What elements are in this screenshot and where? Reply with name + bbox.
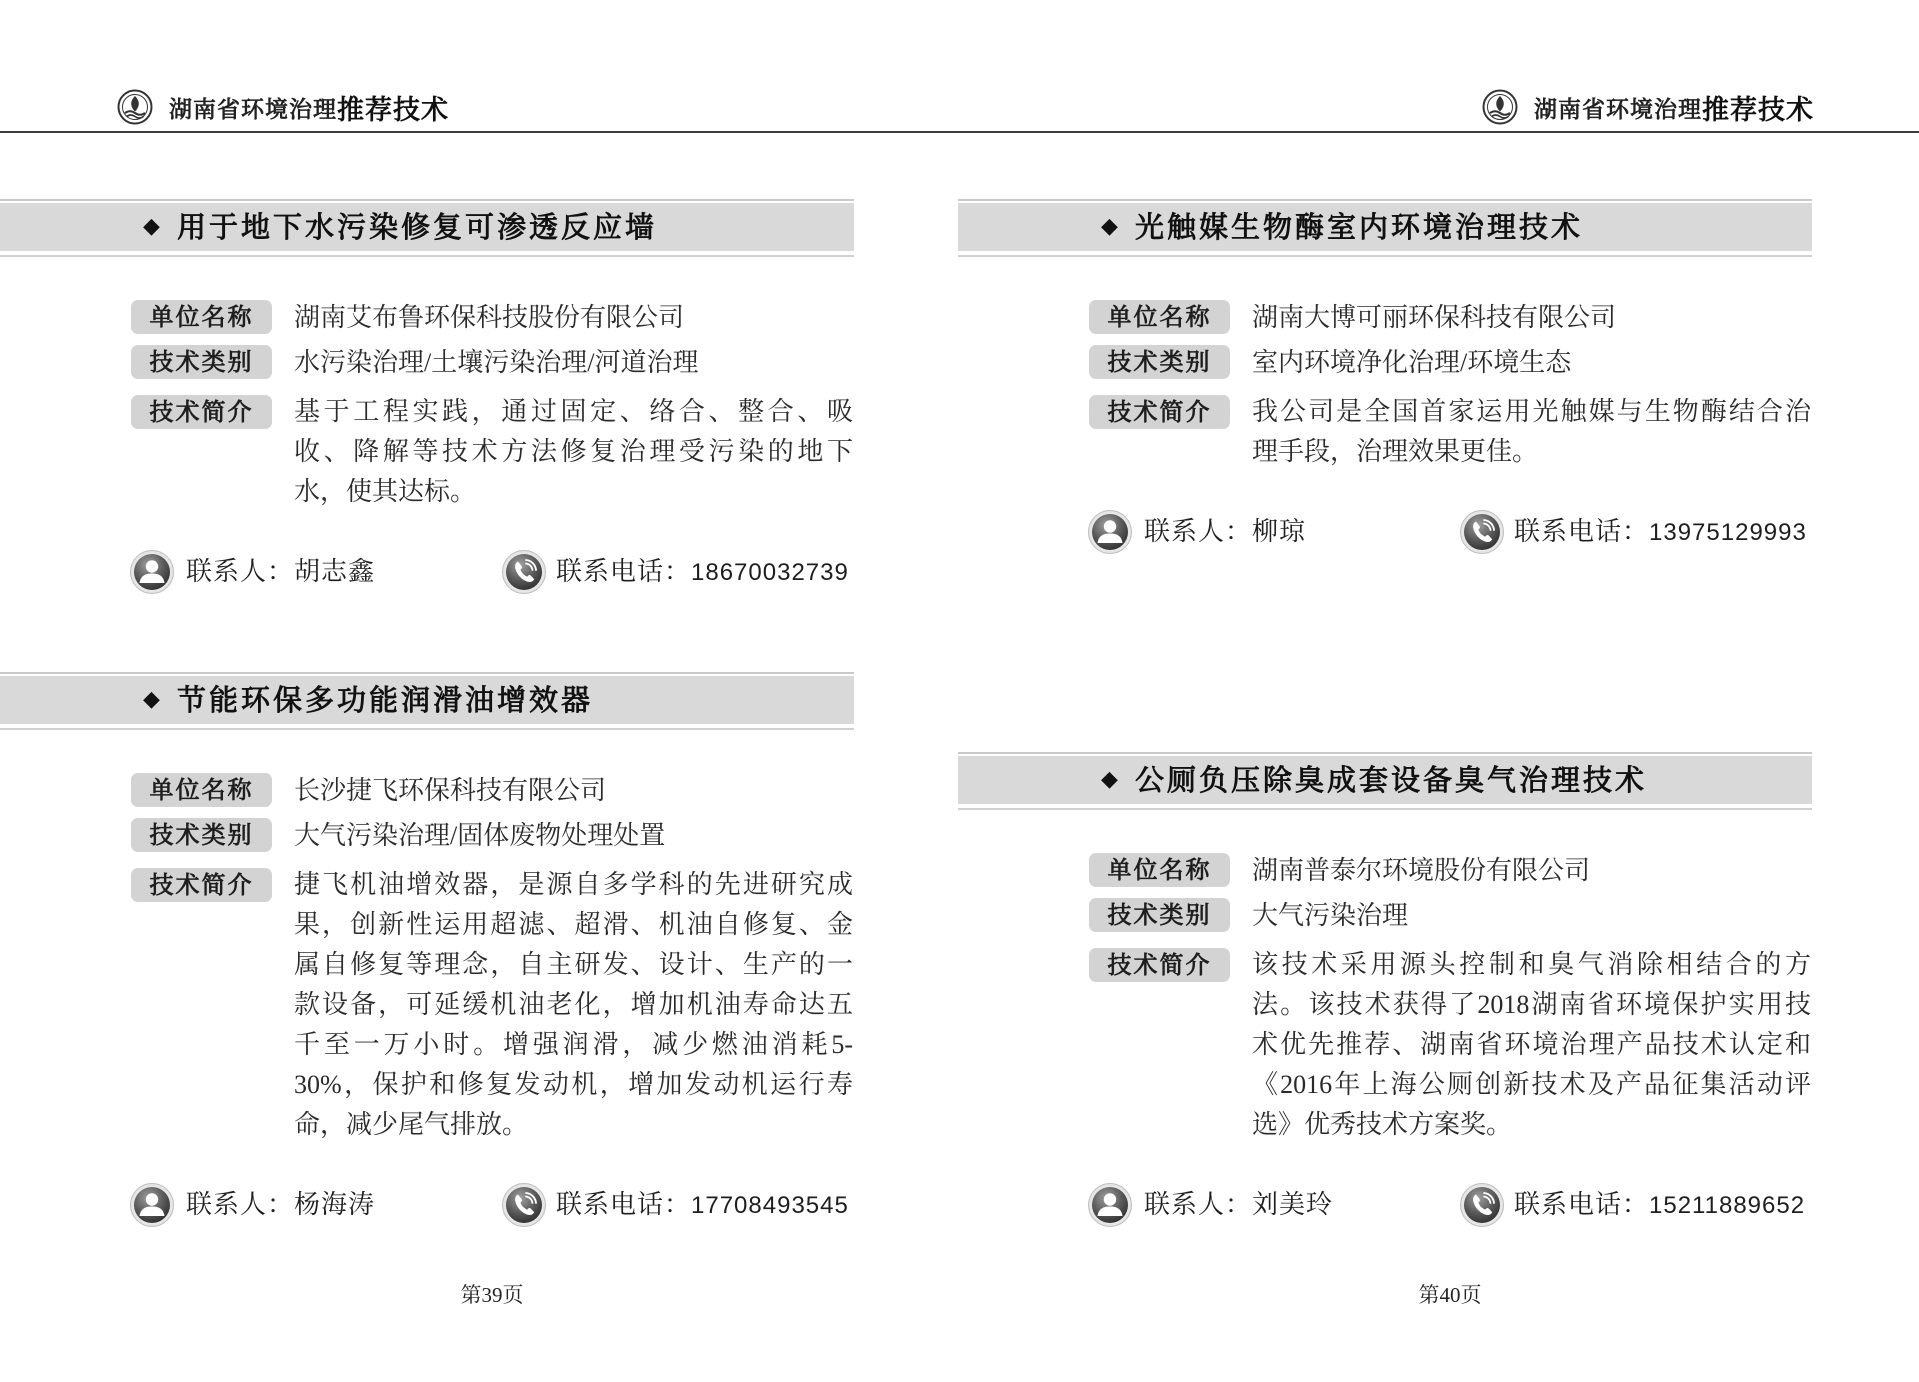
contact-person-label: 联系人： bbox=[1144, 517, 1253, 547]
diamond-bullet-icon: ◆ bbox=[1101, 767, 1118, 792]
phone-icon bbox=[1460, 510, 1504, 554]
contact-phone-number: 13975129993 bbox=[1649, 519, 1807, 546]
contact-person-name: 刘美玲 bbox=[1252, 1190, 1334, 1220]
description-line: 我公司是全国首家运用光触媒与生物酶结合治 bbox=[1252, 397, 1811, 426]
description-line: 30%，保护和修复发动机，增加发动机运行寿 bbox=[294, 1070, 853, 1099]
contact-phone-label: 联系电话： bbox=[1514, 1190, 1650, 1220]
description-line: 法。该技术获得了2018湖南省环境保护实用技 bbox=[1252, 990, 1811, 1019]
field-row-category bbox=[131, 813, 958, 858]
contact-row bbox=[958, 1183, 1916, 1227]
header-title-emphasis: 推荐技术 bbox=[337, 94, 449, 125]
description-text bbox=[1252, 392, 1811, 472]
contact-phone-label: 联系电话： bbox=[556, 1190, 692, 1220]
description-line: 基于工程实践，通过固定、络合、整合、吸 bbox=[294, 397, 853, 426]
contact-person-label: 联系人： bbox=[1144, 1190, 1253, 1220]
person-icon bbox=[1088, 510, 1132, 554]
field-row-category bbox=[1089, 893, 1916, 938]
page-number: 第39页 bbox=[460, 1283, 524, 1307]
field-row-description bbox=[131, 865, 958, 1145]
phone-icon bbox=[1460, 1183, 1504, 1227]
tech-category: 水污染治理/土壤污染治理/河道治理 bbox=[294, 348, 699, 377]
contact-row bbox=[0, 1183, 958, 1227]
description-line: 术优先推荐、湖南省环境治理产品技术认定和 bbox=[1252, 1030, 1811, 1059]
section-title-bar bbox=[0, 672, 854, 732]
tech-section bbox=[0, 199, 958, 594]
field-label: 单位名称 bbox=[1089, 300, 1230, 334]
company-name: 长沙捷飞环保科技有限公司 bbox=[294, 776, 607, 805]
page-40 bbox=[958, 0, 1916, 1382]
contact-person-name: 胡志鑫 bbox=[294, 557, 376, 587]
diamond-bullet-icon: ◆ bbox=[143, 214, 160, 239]
page-39 bbox=[0, 0, 958, 1382]
description-line: 果，创新性运用超滤、超滑、机油自修复、金 bbox=[294, 910, 853, 939]
contact-phone-number: 17708493545 bbox=[691, 1192, 849, 1219]
company-name: 湖南大博可丽环保科技有限公司 bbox=[1252, 303, 1617, 332]
description-line: 属自修复等理念，自主研发、设计、生产的一 bbox=[294, 950, 853, 979]
person-icon bbox=[1088, 1183, 1132, 1227]
field-row-category bbox=[1089, 340, 1916, 385]
contact-phone-number: 15211889652 bbox=[1649, 1192, 1806, 1219]
contact-person bbox=[1144, 510, 1306, 554]
description-line: 收、降解等技术方法修复治理受污染的地下 bbox=[294, 437, 853, 466]
tech-section bbox=[958, 199, 1916, 554]
section-title-bar bbox=[958, 752, 1812, 812]
page-number: 第40页 bbox=[1418, 1283, 1482, 1307]
diamond-bullet-icon: ◆ bbox=[1101, 214, 1118, 239]
section-fields bbox=[131, 768, 958, 1145]
header-title-prefix: 湖南省环境治理 bbox=[1534, 96, 1702, 122]
field-label: 技术类别 bbox=[1089, 898, 1230, 932]
person-icon bbox=[130, 550, 174, 594]
contact-row bbox=[0, 550, 958, 594]
field-row-company bbox=[131, 768, 958, 813]
contact-person-label: 联系人： bbox=[186, 1190, 295, 1220]
diamond-bullet-icon: ◆ bbox=[143, 687, 160, 712]
field-label: 技术简介 bbox=[1089, 948, 1230, 982]
contact-person-label: 联系人： bbox=[186, 557, 295, 587]
tech-section bbox=[958, 752, 1916, 1227]
field-label: 技术类别 bbox=[1089, 345, 1230, 379]
field-label: 技术类别 bbox=[131, 345, 272, 379]
description-line: 款设备，可延缓机油老化，增加机油寿命达五 bbox=[294, 990, 853, 1019]
section-fields bbox=[1089, 848, 1916, 1145]
contact-phone bbox=[556, 550, 849, 595]
tech-category: 室内环境净化治理/环境生态 bbox=[1252, 348, 1572, 377]
contact-person bbox=[186, 550, 375, 594]
field-label: 单位名称 bbox=[131, 773, 272, 807]
contact-person-name: 杨海涛 bbox=[294, 1190, 376, 1220]
section-title: 光触媒生物酶室内环境治理技术 bbox=[1135, 210, 1584, 244]
section-title: 用于地下水污染修复可渗透反应墙 bbox=[177, 210, 658, 244]
section-title-bar bbox=[958, 199, 1812, 259]
description-line: 理手段，治理效果更佳。 bbox=[1252, 437, 1539, 466]
description-line: 选》优秀技术方案奖。 bbox=[1252, 1110, 1513, 1139]
header-title-emphasis: 推荐技术 bbox=[1702, 94, 1814, 125]
field-row-description bbox=[1089, 392, 1916, 472]
description-text bbox=[1252, 945, 1811, 1145]
section-fields bbox=[131, 295, 958, 512]
field-label: 技术简介 bbox=[131, 395, 272, 429]
contact-phone bbox=[556, 1183, 849, 1228]
phone-icon bbox=[502, 550, 546, 594]
field-row-description bbox=[1089, 945, 1916, 1145]
description-line: 《2016年上海公厕创新技术及产品征集活动评 bbox=[1252, 1070, 1811, 1099]
field-row-company bbox=[1089, 295, 1916, 340]
field-row-company bbox=[131, 295, 958, 340]
description-line: 命，减少尾气排放。 bbox=[294, 1110, 529, 1139]
description-line: 该技术采用源头控制和臭气消除相结合的方 bbox=[1252, 950, 1811, 979]
field-row-category bbox=[131, 340, 958, 385]
contact-phone bbox=[1514, 1183, 1805, 1228]
field-label: 技术简介 bbox=[1089, 395, 1230, 429]
contact-person bbox=[186, 1183, 375, 1227]
contact-phone bbox=[1514, 510, 1807, 555]
field-label: 技术类别 bbox=[131, 818, 272, 852]
section-title: 节能环保多功能润滑油增效器 bbox=[177, 683, 594, 717]
description-line: 水，使其达标。 bbox=[294, 477, 477, 506]
field-row-description bbox=[131, 392, 958, 512]
tech-category: 大气污染治理/固体废物处理处置 bbox=[294, 821, 666, 850]
contact-phone-number: 18670032739 bbox=[691, 559, 849, 586]
contact-phone-label: 联系电话： bbox=[556, 557, 692, 587]
company-name: 湖南艾布鲁环保科技股份有限公司 bbox=[294, 303, 685, 332]
section-title: 公厕负压除臭成套设备臭气治理技术 bbox=[1135, 763, 1648, 797]
contact-person bbox=[1144, 1183, 1333, 1227]
tech-section bbox=[0, 672, 958, 1227]
phone-icon bbox=[502, 1183, 546, 1227]
company-name: 湖南普泰尔环境股份有限公司 bbox=[1252, 856, 1591, 885]
contact-person-name: 柳琼 bbox=[1252, 517, 1307, 547]
contact-phone-label: 联系电话： bbox=[1514, 517, 1650, 547]
description-text bbox=[294, 392, 853, 512]
field-row-company bbox=[1089, 848, 1916, 893]
person-icon bbox=[130, 1183, 174, 1227]
section-fields bbox=[1089, 295, 1916, 472]
field-label: 单位名称 bbox=[131, 300, 272, 334]
contact-row bbox=[958, 510, 1916, 554]
section-title-bar bbox=[0, 199, 854, 259]
description-line: 捷飞机油增效器，是源自多学科的先进研究成 bbox=[294, 870, 853, 899]
field-label: 技术简介 bbox=[131, 868, 272, 902]
field-label: 单位名称 bbox=[1089, 853, 1230, 887]
tech-category: 大气污染治理 bbox=[1252, 901, 1409, 930]
description-line: 千至一万小时。增强润滑，减少燃油消耗5- bbox=[294, 1030, 853, 1059]
header-title-prefix: 湖南省环境治理 bbox=[169, 96, 337, 122]
description-text bbox=[294, 865, 853, 1145]
